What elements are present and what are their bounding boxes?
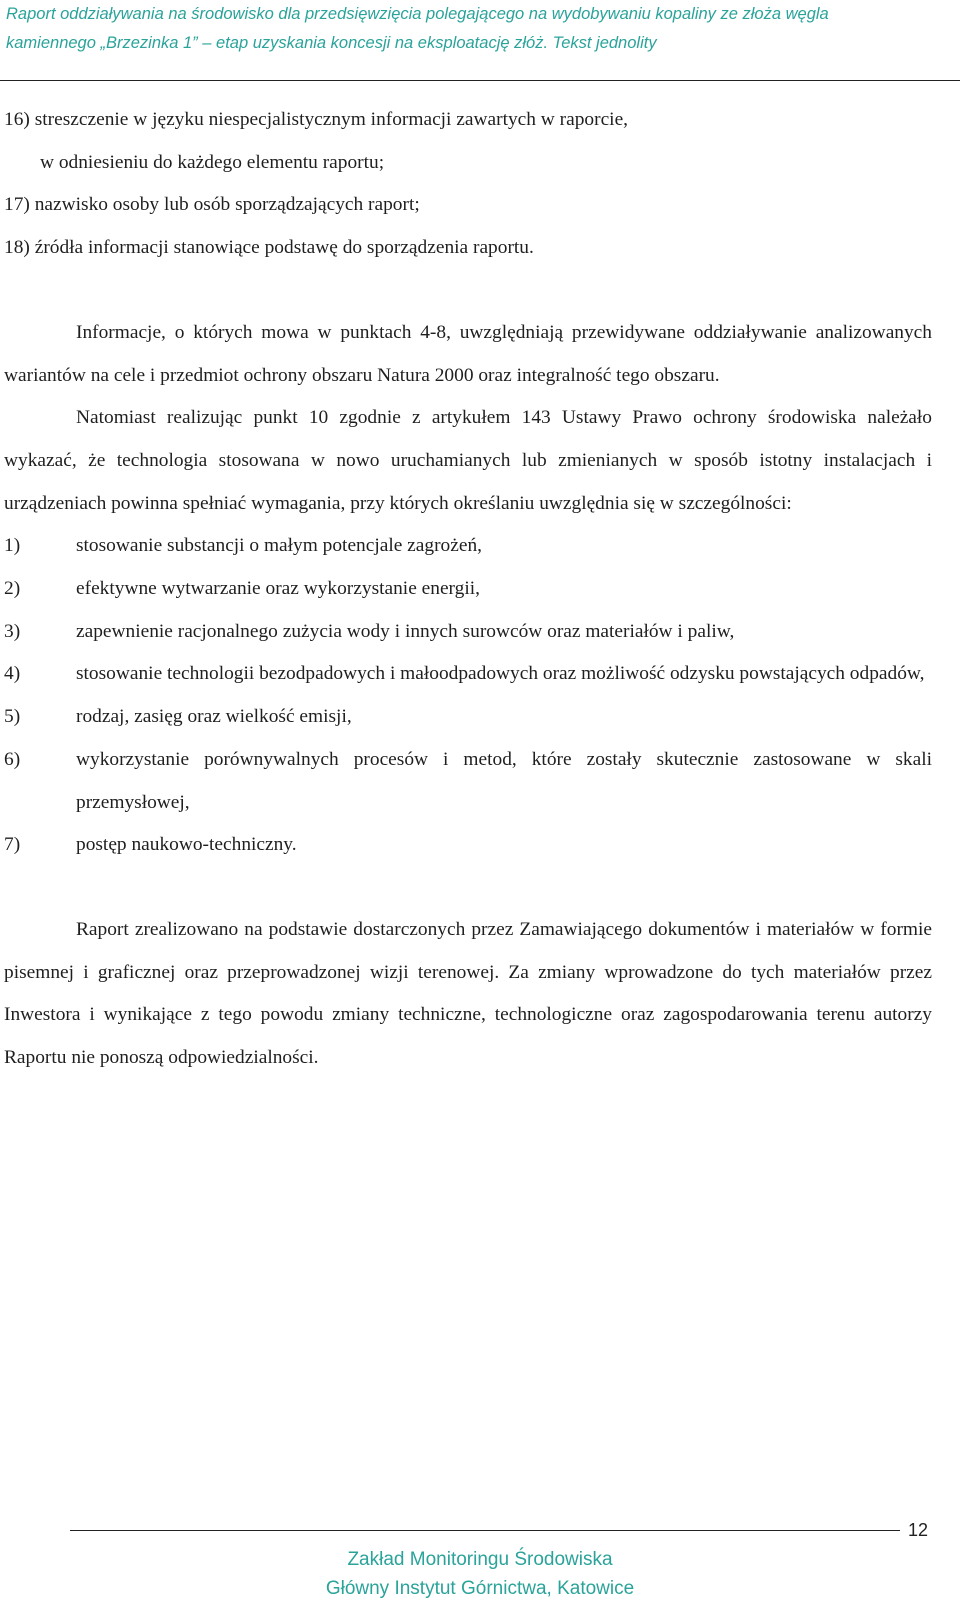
list-item-number: 5) — [4, 706, 21, 728]
header-line-2: kamiennego „Brzezinka 1” – etap uzyskania koncesji na eksploatację złóż. Tekst jednolity — [6, 34, 657, 52]
footer-divider — [70, 1530, 900, 1531]
list-item — [4, 99, 932, 142]
list-item-text: nazwisko osoby lub osób sporządzających raport; — [34, 194, 420, 216]
list-item-text: źródła informacji stanowiące podstawę do sporządzenia raportu. — [34, 237, 534, 259]
list-item — [4, 824, 932, 867]
list-item-text: rodzaj, zasięg oraz wielkość emisji, — [76, 706, 352, 728]
list-item — [4, 611, 932, 654]
footer-line-2: Główny Instytut Górnictwa, Katowice — [325, 1578, 635, 1599]
list-item-text: postęp naukowo-techniczny. — [76, 834, 297, 856]
list-item — [4, 653, 932, 696]
header-divider — [0, 80, 960, 81]
list-item-text: streszczenie w języku niespecjalistycznym informacji zawartych w raporcie, — [34, 109, 629, 130]
list-item — [4, 525, 932, 568]
list-item-text: stosowanie technologii bezodpadowych i małoodpadowych oraz możliwość odzysku powstających odpadów, — [76, 663, 925, 685]
list-item-number: 16) — [4, 109, 30, 130]
list-item — [4, 739, 932, 824]
list-item-number: 1) — [4, 535, 21, 557]
previous-list — [4, 99, 932, 270]
header-line-1: Raport oddziaływania na środowisko dla przedsięwzięcia polegającego na wydobywaniu kopaliny ze złoża węgla — [6, 5, 829, 23]
list-item-text: efektywne wytwarzanie oraz wykorzystanie energii, — [76, 578, 480, 600]
paragraph-report-basis: Raport zrealizowano na podstawie dostarczonych przez Zamawiającego dokumentów i materiałów w formie pisemnej i graficznej oraz przeprowadzonej wizji terenowej. Za zmiany wprowadzone do tych materiałów przez Inwestora i wynikające z tego powodu zmiany techniczne, technologiczne oraz zagospodarowania terenu autorzy Raportu nie ponoszą odpowiedzialności. — [4, 918, 932, 1069]
list-item-number: 17) — [4, 194, 30, 216]
list-item-number: 4) — [4, 663, 21, 685]
list-item-number: 6) — [4, 748, 21, 770]
requirements-list — [4, 525, 932, 867]
list-item-number: 2) — [4, 578, 21, 600]
list-item-text: zapewnienie racjonalnego zużycia wody i innych surowców oraz materiałów i paliw, — [76, 620, 735, 642]
list-item-continuation: w odniesieniu do każdego elementu raportu; — [40, 151, 385, 173]
list-item-number: 18) — [4, 237, 30, 259]
list-item-number: 3) — [4, 620, 21, 642]
page-number: 12 — [908, 1520, 929, 1540]
paragraph-natura: Informacje, o których mowa w punktach 4-8, uwzględniają przewidywane oddziaływanie analizowanych wariantów na cele i przedmiot ochrony obszaru Natura 2000 oraz integralność tego obszaru. — [4, 321, 932, 386]
page-header — [6, 0, 946, 58]
list-item-number: 7) — [4, 834, 21, 856]
list-item — [4, 696, 932, 739]
list-item — [4, 227, 932, 270]
list-item-text: stosowanie substancji o małym potencjale zagrożeń, — [76, 535, 483, 557]
list-item-text: wykorzystanie porównywalnych procesów i metod, które zostały skutecznie zastosowane w skali przemysłowej, — [76, 748, 932, 813]
page-footer — [0, 1545, 960, 1603]
page-body — [4, 99, 932, 1080]
list-item — [4, 184, 932, 227]
footer-line-1: Zakład Monitoringu Środowiska — [347, 1549, 613, 1570]
list-item — [4, 568, 932, 611]
paragraph-requirements-intro: Natomiast realizując punkt 10 zgodnie z artykułem 143 Ustawy Prawo ochrony środowiska należało wykazać, że technologia stosowana w nowo uruchamianych lub zmienianych w sposób istotny instalacjach i urządzeniach powinna spełniać wymagania, przy których określaniu uwzględnia się w szczególności: — [4, 407, 932, 514]
